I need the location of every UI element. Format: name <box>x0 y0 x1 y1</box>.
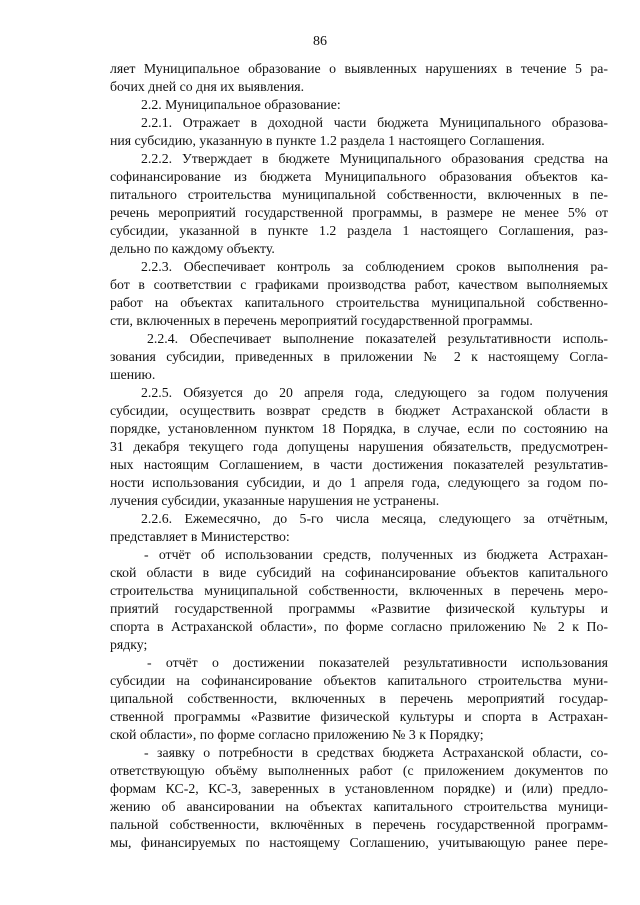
text-line: ния субсидию, указанную в пункте 1.2 раздела 1 настоящего Соглашения. <box>110 133 545 148</box>
text-line: 2.2.1. Отражает в доходной части бюджета Муниципального образова- <box>141 115 608 130</box>
document-body <box>110 60 608 852</box>
text-line: жению об авансировании на объектах капитального строительства муници- <box>110 799 608 814</box>
text-line: ственной программы «Развитие физической культуры и спорта в Астрахан- <box>110 709 608 724</box>
text-line: субсидии, осуществить возврат средств в бюджет Астраханской области в <box>110 403 608 418</box>
text-line: субсидии на софинансирование объектов капитального строительства муни- <box>110 673 608 688</box>
text-line: работ на объектах капитального строительства муниципальной собственно- <box>110 295 608 310</box>
text-line: мы, финансируемых по настоящему Соглашению, учитывающую ранее пере- <box>110 835 608 850</box>
text-line: представляет в Министерство: <box>110 529 290 544</box>
text-line: 2.2. Муниципальное образование: <box>141 97 341 112</box>
text-line: бот в соответствии с графиками производства работ, качеством выполняемых <box>110 277 608 292</box>
text-line: спорта в Астраханской области», по форме согласно приложению № 2 к По- <box>110 619 608 634</box>
text-line: речень мероприятий государственной программы, в размере не менее 5% от <box>110 205 608 220</box>
text-line: приятий государственной программы «Развитие физической культуры и <box>110 601 608 616</box>
text-line: 2.2.2. Утверждает в бюджете Муниципального образования средства на <box>141 151 608 166</box>
text-line: ляет Муниципальное образование о выявленных нарушениях в течение 5 ра- <box>110 61 608 76</box>
text-line: ской области в виде субсидий на софинансирование объектов капитального <box>110 565 608 580</box>
text-line: порядке, установленном пунктом 18 Порядка, в случае, если по состоянию на <box>110 421 608 436</box>
text-line: 2.2.6. Ежемесячно, до 5-го числа месяца, следующего за отчётным, <box>141 511 608 526</box>
text-line: 31 декабря текущего года допущены нарушения обязательств, предусмотрен- <box>110 439 608 454</box>
text-line: - отчёт об использовании средств, полученных из бюджета Астрахан- <box>144 547 608 562</box>
text-line: - заявку о потребности в средствах бюджета Астраханской области, со- <box>144 745 608 760</box>
text-line: ности использования субсидии, и до 1 апреля года, следующего за годом по- <box>110 475 608 490</box>
text-line: бочих дней со дня их выявления. <box>110 79 305 94</box>
text-line: ской области», по форме согласно приложению № 3 к Порядку; <box>110 727 484 742</box>
text-line: 2.2.3. Обеспечивает контроль за соблюдением сроков выполнения ра- <box>141 259 608 274</box>
text-line: шению. <box>110 367 156 382</box>
text-line: питального строительства муниципальной собственности, включенных в пе- <box>110 187 608 202</box>
text-line: дельно по каждому объекту. <box>110 241 275 256</box>
text-line: софинансирование из бюджета Муниципального образования объектов ка- <box>110 169 608 184</box>
text-line: сти, включенных в перечень мероприятий государственной программы. <box>110 313 533 328</box>
text-line: ответствующую объёму выполненных работ (с приложением документов по <box>110 763 608 778</box>
text-line: пальной собственности, включённых в перечень государственной программ- <box>110 817 608 832</box>
text-line: субсидии, указанной в пункте 1.2 раздела 1 настоящего Соглашения, раз- <box>110 223 608 238</box>
text-line: ципальной собственности, включенных в перечень мероприятий государ- <box>110 691 608 706</box>
text-line: ных настоящим Соглашением, в части достижения показателей результатив- <box>110 457 608 472</box>
page-number: 86 <box>313 34 327 49</box>
text-line: 2.2.4. Обеспечивает выполнение показателей результативности исполь- <box>147 331 608 346</box>
text-line: строительства муниципальной собственности, включенных в перечень меро- <box>110 583 608 598</box>
text-line: лучения субсидии, указанные нарушения не устранены. <box>110 493 440 508</box>
text-line: 2.2.5. Обязуется до 20 апреля года, следующего за годом получения <box>141 385 608 400</box>
text-line: - отчёт о достижении показателей результативности использования <box>147 655 608 670</box>
text-line: зования субсидии, приведенных в приложении № 2 к настоящему Согла- <box>110 349 608 364</box>
text-line: формам КС-2, КС-3, заверенных в установленном порядке) и (или) предло- <box>110 781 608 796</box>
text-line: рядку; <box>110 637 148 652</box>
